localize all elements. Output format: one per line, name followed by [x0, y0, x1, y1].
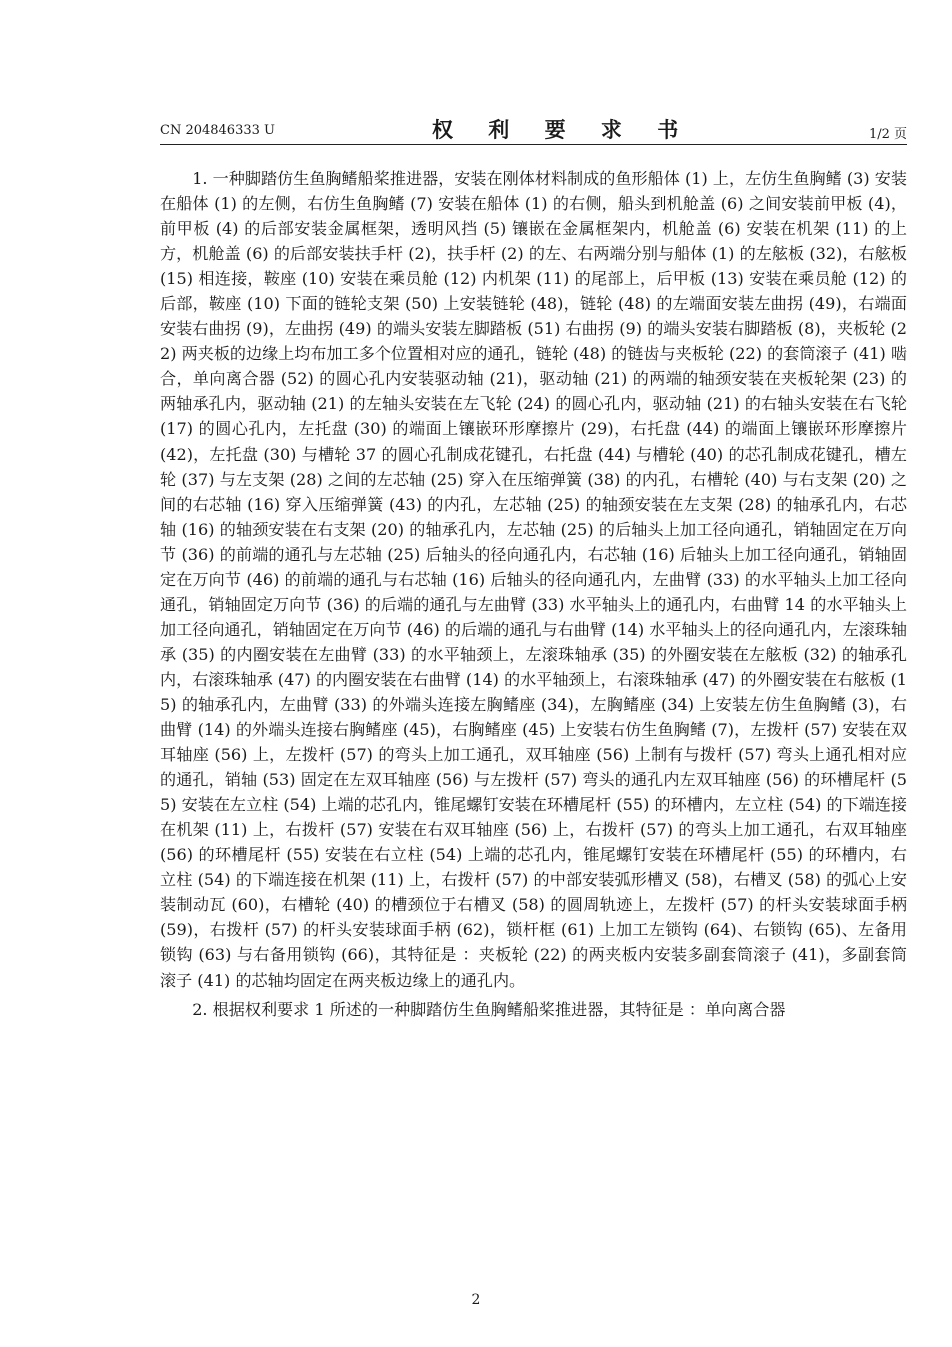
- publication-number: CN 204846333 U: [160, 123, 275, 138]
- claim-2: 2. 根据权利要求 1 所述的一种脚踏仿生鱼胸鳍船桨推进器，其特征是 ：单向离合器: [192, 999, 786, 1019]
- page-number: 2: [471, 1292, 481, 1308]
- document-title: 权 利 要 求 书: [432, 117, 693, 142]
- header-rule: [160, 144, 907, 145]
- page-count: 1/2 页: [868, 127, 907, 142]
- claims-body: [160, 166, 907, 1022]
- claim-1: 1. 一种脚踏仿生鱼胸鳍船桨推进器，安装在刚体材料制成的鱼形船体 (1) 上，左仿生鱼胸鳍 (3) 安装在船体 (1) 的左侧，右仿生鱼胸鳍 (7) 安装在船体 (1) 的右侧，船头到机舱盖 (6) 之间安装前甲板 (4)，前甲板 (4) 的后部安装金属框架，透明风挡 (5) 镶嵌在金属框架内，机舱盖 (6) 安装在机架 (11) 的上方，机舱盖 (6) 的后部安装扶手杆 (2)，扶手杆 (2) 的左、右两端分别与船体 (1) 的左舷板 (32)，右舷板 (15) 相连接，鞍座 (10) 安装在乘员舱 (12) 内机架 (11) 的尾部上，后甲板 (13) 安装在乘员舱 (12) 的后部，鞍座 (10) 下面的链轮支架 (50) 上安装链轮 (48)，链轮 (48) 的左端面安装左曲拐 (49)，右端面安装右曲拐 (9)，左曲拐 (49) 的端头安装左脚踏板 (51) 右曲拐 (9) 的端头安装右脚踏板 (8)，夹板轮 (22) 两夹板的边缘上均布加工多个位置相对应的通孔，链轮 (48) 的链齿与夹板轮 (22) 的套筒滚子 (41) 啮合，单向离合器 (52) 的圆心孔内安装驱动轴 (21)，驱动轴 (21) 的两端的轴颈安装在夹板轮架 (23) 的两轴承孔内，驱动轴 (21) 的左轴头安装在左飞轮 (24) 的圆心孔内，驱动轴 (21) 的右轴头安装在右飞轮 (17) 的圆心孔内，左托盘 (30) 的端面上镶嵌环形摩擦片 (29)，右托盘 (44) 的端面上镶嵌环形摩擦片 (42)，左托盘 (30) 与槽轮 37 的圆心孔制成花键孔，右托盘 (44) 与槽轮 (40) 的芯孔制成花键孔，槽左轮 (37) 与左支架 (28) 之间的左芯轴 (25) 穿入在压缩弹簧 (38) 的内孔，右槽轮 (40) 与右支架 (20) 之间的右芯轴 (16) 穿入压缩弹簧 (43) 的内孔，左芯轴 (25) 的轴颈安装在左支架 (28) 的轴承孔内，右芯轴 (16) 的轴颈安装在右支架 (20) 的轴承孔内，左芯轴 (25) 的后轴头上加工径向通孔，销轴固定在万向节 (36) 的前端的通孔与左芯轴 (25) 后轴头的径向通孔内，右芯轴 (16) 后轴头上加工径向通孔，销轴固定在万向节 (46) 的前端的通孔与右芯轴 (16) 后轴头的径向通孔内，左曲臂 (33) 的水平轴头上加工径向通孔，销轴固定万向节 (36) 的后端的通孔与左曲臂 (33) 水平轴头上的通孔内，右曲臂 14 的水平轴头上加工径向通孔，销轴固定在万向节 (46) 的后端的通孔与右曲臂 (14) 水平轴头上的径向通孔内，左滚珠轴承 (35) 的内圈安装在左曲臂 (33) 的水平轴颈上，左滚珠轴承 (35) 的外圈安装在左舷板 (32) 的轴承孔内，右滚珠轴承 (47) 的内圈安装在右曲臂 (14) 的水平轴颈上，右滚珠轴承 (47) 的外圈安装在右舷板 (15) 的轴承孔内，左曲臂 (33) 的外端头连接左胸鳍座 (34)，左胸鳍座 (34) 上安装左仿生鱼胸鳍 (3)，右曲臂 (14) 的外端头连接右胸鳍座 (45)，右胸鳍座 (45) 上安装右仿生鱼胸鳍 (7)，左拨杆 (57) 安装在双耳轴座 (56) 上，左拨杆 (57) 的弯头上加工通孔，双耳轴座 (56) 上制有与拨杆 (57) 弯头上通孔相对应的通孔，销轴 (53) 固定在左双耳轴座 (56) 与左拨杆 (57) 弯头的通孔内左双耳轴座 (56) 的环槽尾杆 (55) 安装在左立柱 (54) 上端的芯孔内，锥尾螺钉安装在环槽尾杆 (55) 的环槽内，左立柱 (54) 的下端连接在机架 (11) 上，右拨杆 (57) 安装在右双耳轴座 (56) 上，右拨杆 (57) 的弯头上加工通孔，右双耳轴座 (56) 的环槽尾杆 (55) 安装在右立柱 (54) 上端的芯孔内，锥尾螺钉安装在环槽尾杆 (55) 的环槽内，右立柱 (54) 的下端连接在机架 (11) 上，右拨杆 (57) 的中部安装弧形槽叉 (58)，右槽叉 (58) 的弧心上安装制动瓦 (60)，右槽轮 (40) 的槽颈位于右槽叉 (58) 的圆周轨迹上，左拨杆 (57) 的杆头安装球面手柄 (59)，右拨杆 (57) 的杆头安装球面手柄 (62)，锁杆框 (61) 上加工左锁钩 (64)、右锁钩 (65)、左备用锁钩 (63) 与右备用锁钩 (66)，其特征是 ：夹板轮 (22) 的两夹板内安装多副套筒滚子 (41)，多副套筒滚子 (41) 的芯轴均固定在两夹板边缘上的通孔内。: [160, 169, 907, 990]
- page-header: [160, 112, 907, 146]
